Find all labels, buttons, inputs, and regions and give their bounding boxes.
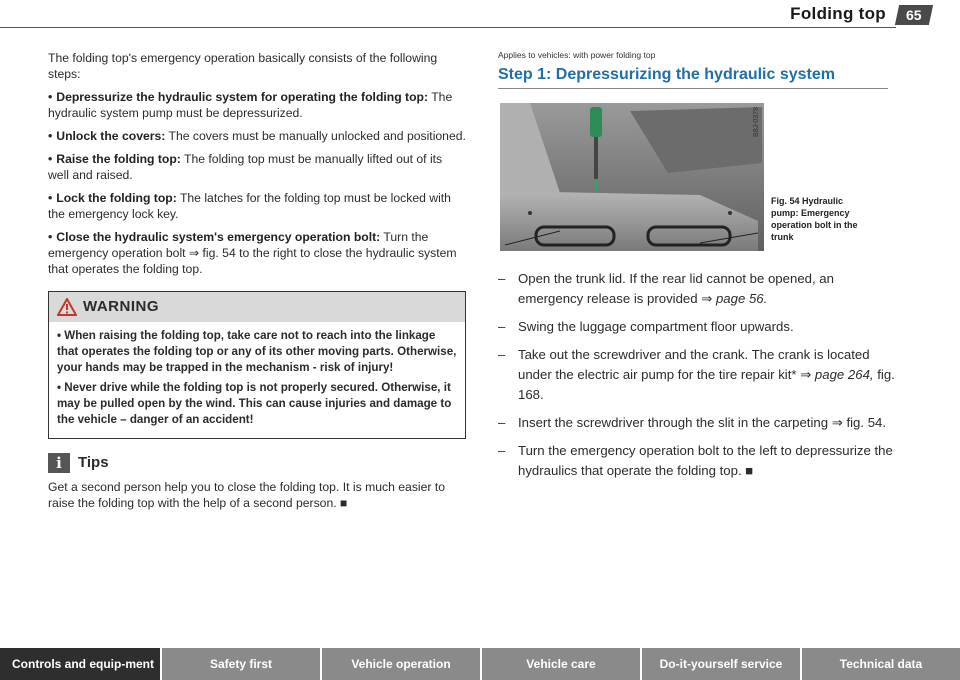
warning-heading: WARNING (83, 298, 159, 315)
tab-controls-and-equipment[interactable]: Controls and equip-ment (0, 648, 160, 680)
page-reference-link[interactable]: page 264, (814, 367, 874, 382)
warning-item: • Never drive while the folding top is not properly secured. Otherwise, it may be pulled open by the wind. This can cause injuries and damage to the vehicle – danger of an accident! (57, 381, 452, 426)
page-section-title: Folding top (790, 4, 886, 23)
step-text: The latches for the folding top must be locked with the emergency lock key. (48, 191, 451, 221)
figure-area (498, 103, 898, 251)
step-text: The covers must be manually unlocked and positioned. (165, 129, 466, 143)
page-reference-link[interactable]: page 56. (715, 291, 768, 306)
chapter-tab-bar (0, 648, 960, 680)
step-item: • Close the hydraulic system's emergency operation bolt: Turn the emergency operation bolt ⇒ fig. 54 to the right to close the hydraulic system that operates the folding top. (48, 230, 457, 276)
page-number: 65 (906, 7, 922, 23)
step-title: Unlock the covers: (56, 129, 166, 143)
step-item: • Lock the folding top: The latches for the folding top must be locked with the emergency lock key. (48, 191, 451, 221)
instruction-list (498, 269, 898, 481)
list-item: – Swing the luggage compartment floor upwards. (498, 317, 898, 337)
tab-safety-first[interactable]: Safety first (162, 648, 320, 680)
list-item: – Insert the screwdriver through the slit in the carpeting ⇒ fig. 54. (498, 413, 898, 433)
warning-body (49, 322, 465, 438)
step-item: • Raise the folding top: The folding top must be manually lifted out of its well and raised. (48, 152, 443, 182)
applies-note: Applies to vehicles: with power folding top (498, 50, 656, 60)
step-text: The folding top must be manually lifted out of its well and raised. (48, 152, 443, 182)
step-text: The hydraulic system pump must be depressurized. (48, 90, 453, 120)
figure-code: B8J-0378 (753, 107, 760, 137)
step-title: Close the hydraulic system's emergency operation bolt: (56, 230, 381, 244)
tab-vehicle-care[interactable]: Vehicle care (482, 648, 640, 680)
left-column (48, 50, 466, 511)
intro-text: The folding top's emergency operation basically consists of the following steps: (48, 51, 438, 81)
trunk-hydraulic-pump-figure (500, 103, 764, 251)
figure-caption: Fig. 54 Hydraulic pump: Emergency operation bolt in the trunk (771, 196, 858, 242)
step-title: Depressurize the hydraulic system for operating the folding top: (56, 90, 429, 104)
tips-text: Get a second person help you to close the folding top. It is much easier to raise the folding top with the help of a second person. ■ (48, 480, 446, 510)
info-icon: i (48, 453, 70, 473)
page-number-badge (895, 5, 933, 25)
warning-box (48, 291, 466, 439)
step-item: • Depressurize the hydraulic system for operating the folding top: The hydraulic system pump must be depressurized. (48, 90, 453, 120)
right-column (498, 50, 898, 489)
tips-header (48, 453, 466, 473)
step-item: • Unlock the covers: The covers must be manually unlocked and positioned. (48, 129, 466, 143)
step-title: Lock the folding top: (56, 191, 177, 205)
tab-do-it-yourself-service[interactable]: Do-it-yourself service (642, 648, 800, 680)
list-item: – Take out the screwdriver and the crank. The crank is located under the electric air pump for the tire repair kit* ⇒ page 264, fig. 168. (498, 345, 898, 405)
tab-technical-data[interactable]: Technical data (802, 648, 960, 680)
list-item: – Open the trunk lid. If the rear lid cannot be opened, an emergency release is provided ⇒ page 56. (498, 269, 898, 309)
tab-vehicle-operation[interactable]: Vehicle operation (322, 648, 480, 680)
warning-triangle-icon (57, 298, 77, 316)
warning-item: • When raising the folding top, take care not to reach into the linkage that operates the folding top or any of its other moving parts. Otherwise, your hands may be trapped in the mechanism - risk of injury! (57, 329, 457, 374)
list-item: – Turn the emergency operation bolt to the left to depressurize the hydraulics that operate the folding top. ■ (498, 441, 898, 481)
header-rule (0, 27, 896, 28)
step-text: Turn the emergency operation bolt ⇒ fig. 54 to the right to close the hydraulic system that operates the folding top. (48, 230, 457, 276)
step-title: Raise the folding top: (56, 152, 181, 166)
warning-header (49, 292, 465, 322)
tips-heading: Tips (78, 454, 109, 471)
step-heading: Step 1: Depressurizing the hydraulic system (498, 66, 888, 89)
